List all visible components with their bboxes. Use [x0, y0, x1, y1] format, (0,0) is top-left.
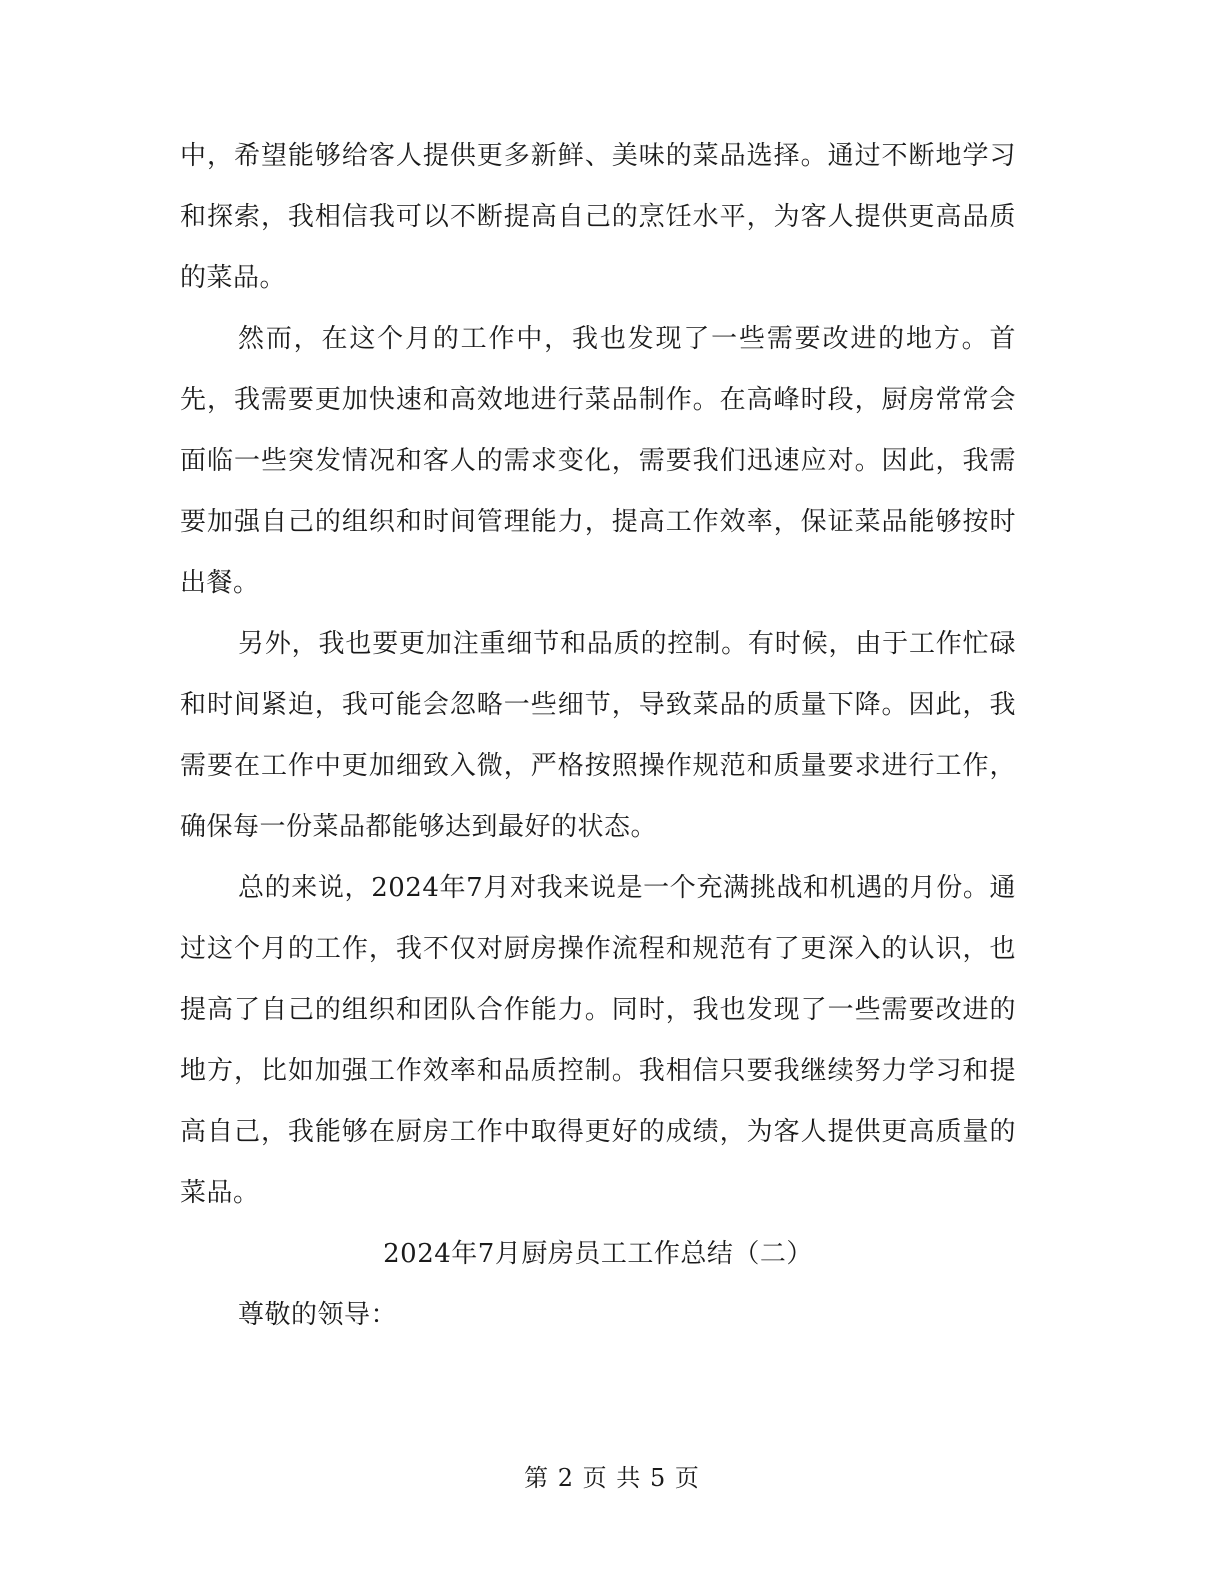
section-title: 2024年7月厨房员工工作总结（二）: [383, 1239, 813, 1269]
paragraph-continued: 中，希望能够给客人提供更多新鲜、美味的菜品选择。通过不断地学习和探索，我相信我可以不断提高自己的烹饪水平，为客人提供更高品质的菜品。: [180, 141, 1016, 293]
document-body: [180, 126, 1016, 1346]
paragraph-details-quality: 另外，我也要更加注重细节和品质的控制。有时候，由于工作忙碌和时间紧迫，我可能会忽略一些细节，导致菜品的质量下降。因此，我需要在工作中更加细致入微，严格按照操作规范和质量要求进行工作，确保每一份菜品都能够达到最好的状态。: [180, 629, 1016, 842]
page-footer: 第 2 页 共 5 页: [524, 1464, 700, 1492]
salutation: 尊敬的领导：: [238, 1300, 398, 1330]
paragraph-summary: 总的来说，2024年7月对我来说是一个充满挑战和机遇的月份。通过这个月的工作，我不仅对厨房操作流程和规范有了更深入的认识，也提高了自己的组织和团队合作能力。同时，我也发现了一些需要改进的地方，比如加强工作效率和品质控制。我相信只要我继续努力学习和提高自己，我能够在厨房工作中取得更好的成绩，为客人提供更高质量的菜品。: [180, 873, 1016, 1208]
paragraph-improvements: 然而，在这个月的工作中，我也发现了一些需要改进的地方。首先，我需要更加快速和高效地进行菜品制作。在高峰时段，厨房常常会面临一些突发情况和客人的需求变化，需要我们迅速应对。因此，我需要加强自己的组织和时间管理能力，提高工作效率，保证菜品能够按时出餐。: [180, 324, 1016, 598]
